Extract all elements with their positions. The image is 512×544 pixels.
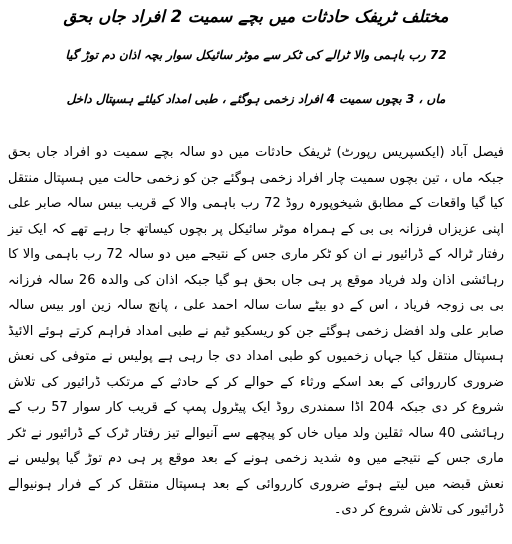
headline-sub-2: ماں ، 3 بچوں سمیت 4 افراد زخمی ہوگئے ، طبی امداد کیلئے ہسپتال داخل	[66, 92, 446, 106]
headline-main: مختلف ٹریفک حادثات میں بچے سمیت 2 افراد جاں بحق	[63, 7, 449, 26]
article-paragraph: فیصل آباد (ایکسپریس رپورٹ) ٹریفک حادثات میں دو سالہ بچے سمیت دو افراد جاں بحق جبکہ ماں ، تین بچوں سمیت چار افراد زخمی ہوگئے جن کو زخمی حالت میں ہسپتال منتقل کیا گیا واقعات کے مطابق شیخوپورہ روڈ 72 رب باہمی والا کے قریب بیس سالہ صابر علی اپنی عزیزاں فرزانہ بی بی کے ہمراہ موٹر سائیکل پر بچوں کیساتھ جا رہے تھے کہ ایک تیز رفتار ٹرالہ کے ڈرائیور نے ان کو ٹکر ماری جس کے نتیجے میں دو سالہ 72 رب باہمی والا کا رہائشی اذان ولد فریاد موقع پر ہی جاں بحق ہو گیا جبکہ اذان کی والدہ 26 سالہ فرزانہ بی بی زوجہ فریاد ، اس کے دو بیٹے سات سالہ احمد علی ، پانچ سالہ زین اور بیس سالہ صابر علی ولد افضل زخمی ہوگئے جن کو ریسکیو ٹیم نے طبی امداد فراہم کرتے ہوئے الائیڈ ہسپتال منتقل کیا جہاں زخمیوں کو طبی امداد دی جا رہی ہے پولیس نے متوفی کی نعش ضروری کارروائی کے بعد اسکے ورثاء کے حوالے کر کے حادثے کے مرتکب ڈرائیور کی تلاش شروع کر دی جبکہ 204 اڈا سمندری روڈ ایک پیٹرول پمپ کے قریب کار سوار 57 رب کے رہائشی 40 سالہ ثقلین ولد میاں خاں کو پیچھے سے آنیوالے تیز رفتار ٹرک کے ڈرائیور نے ٹکر ماری جس کے نتیجے میں وہ شدید زخمی ہونے کے بعد موقع پر ہی دم توڑ گیا پولیس نے نعش قبضہ میں لیتے ہوئے ضروری کارروائی کے بعد ہسپتال منتقل کر کے فرار ہونیوالے ڈرائیور کی تلاش شروع کر دی۔	[8, 145, 505, 517]
headline-sub-1: 72 رب باہمی والا ٹرالے کی ٹکر سے موٹر سائیکل سوار بچہ اذان دم توڑ گیا	[65, 48, 447, 62]
article-body	[8, 140, 504, 523]
